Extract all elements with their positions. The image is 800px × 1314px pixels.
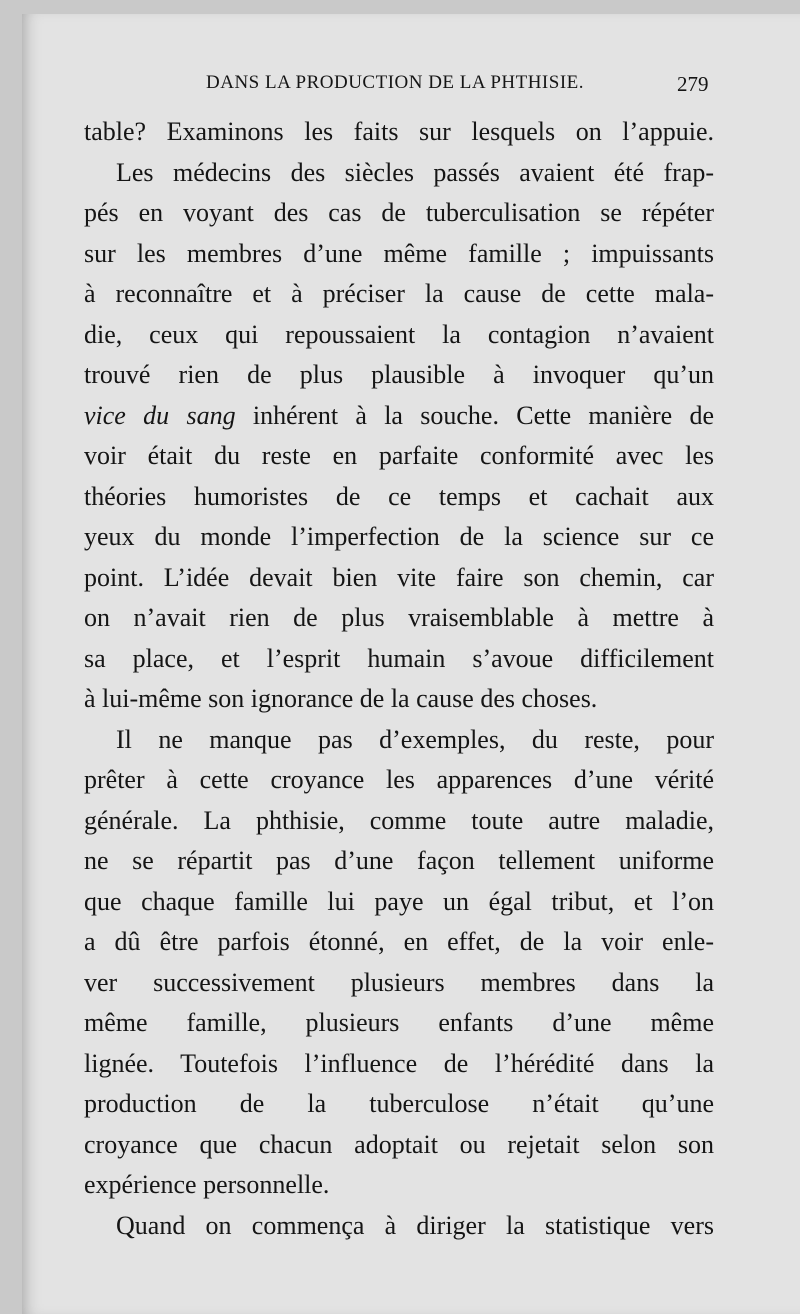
text-line: die, ceux qui repoussaient la contagion n’avaient: [84, 319, 714, 349]
paragraph-start-line: Les médecins des siècles passés avaient été frap-: [116, 157, 714, 187]
italic-phrase: vice du sang: [84, 400, 236, 430]
paragraph-start-line: Quand on commença à diriger la statistique vers: [116, 1210, 714, 1240]
text-line: production de la tuberculose n’était qu’une: [84, 1089, 714, 1118]
text-line: trouvé rien de plus plausible à invoquer qu’un: [84, 360, 714, 389]
paragraph-start-line: Il ne manque pas d’exemples, du reste, pour: [116, 724, 714, 754]
text-line: générale. La phthisie, comme toute autre maladie,: [84, 805, 714, 835]
text-line: point. L’idée devait bien vite faire son chemin, car: [84, 562, 714, 592]
text-line: que chaque famille lui paye un égal tribut, et l’on: [84, 886, 714, 916]
text-line: croyance que chacun adoptait ou rejetait selon son: [84, 1129, 714, 1159]
running-title: DANS LA PRODUCTION DE LA PHTHISIE.: [206, 72, 585, 93]
text-run: inhérent à la souche. Cette manière de: [235, 400, 715, 430]
page-number: 279: [677, 72, 709, 96]
text-line: on n’avait rien de plus vraisemblable à mettre à: [84, 603, 714, 632]
text-line: lignée. Toutefois l’influence de l’hérédité dans la: [84, 1048, 714, 1078]
paragraph-end-line: à lui-même son ignorance de la cause des choses.: [84, 684, 598, 713]
text-line: ne se répartit pas d’une façon tellement uniforme: [84, 846, 714, 875]
text-line: sur les membres d’une même famille ; impuissants: [84, 238, 714, 268]
text-line: [84, 396, 714, 437]
text-line: théories humoristes de ce temps et cachait aux: [84, 481, 714, 511]
text-line: prêter à cette croyance les apparences d’une vérité: [84, 765, 714, 794]
body-text: [84, 112, 714, 1246]
text-line: yeux du monde l’imperfection de la science sur ce: [84, 522, 714, 551]
page-header: [0, 72, 800, 102]
text-line: table? Examinons les faits sur lesquels on l’appuie.: [84, 117, 714, 146]
text-line: voir était du reste en parfaite conformité avec les: [84, 441, 714, 470]
text-line: pés en voyant des cas de tuberculisation se répéter: [84, 198, 714, 227]
text-line: même famille, plusieurs enfants d’une même: [84, 1008, 714, 1037]
paragraph-end-line: expérience personnelle.: [84, 1170, 330, 1199]
text-line: sa place, et l’esprit humain s’avoue difficilement: [84, 643, 714, 673]
text-line: à reconnaître et à préciser la cause de cette mala-: [84, 279, 714, 308]
text-line: a dû être parfois étonné, en effet, de la voir enle-: [84, 927, 714, 956]
text-line: ver successivement plusieurs membres dans la: [84, 967, 714, 997]
